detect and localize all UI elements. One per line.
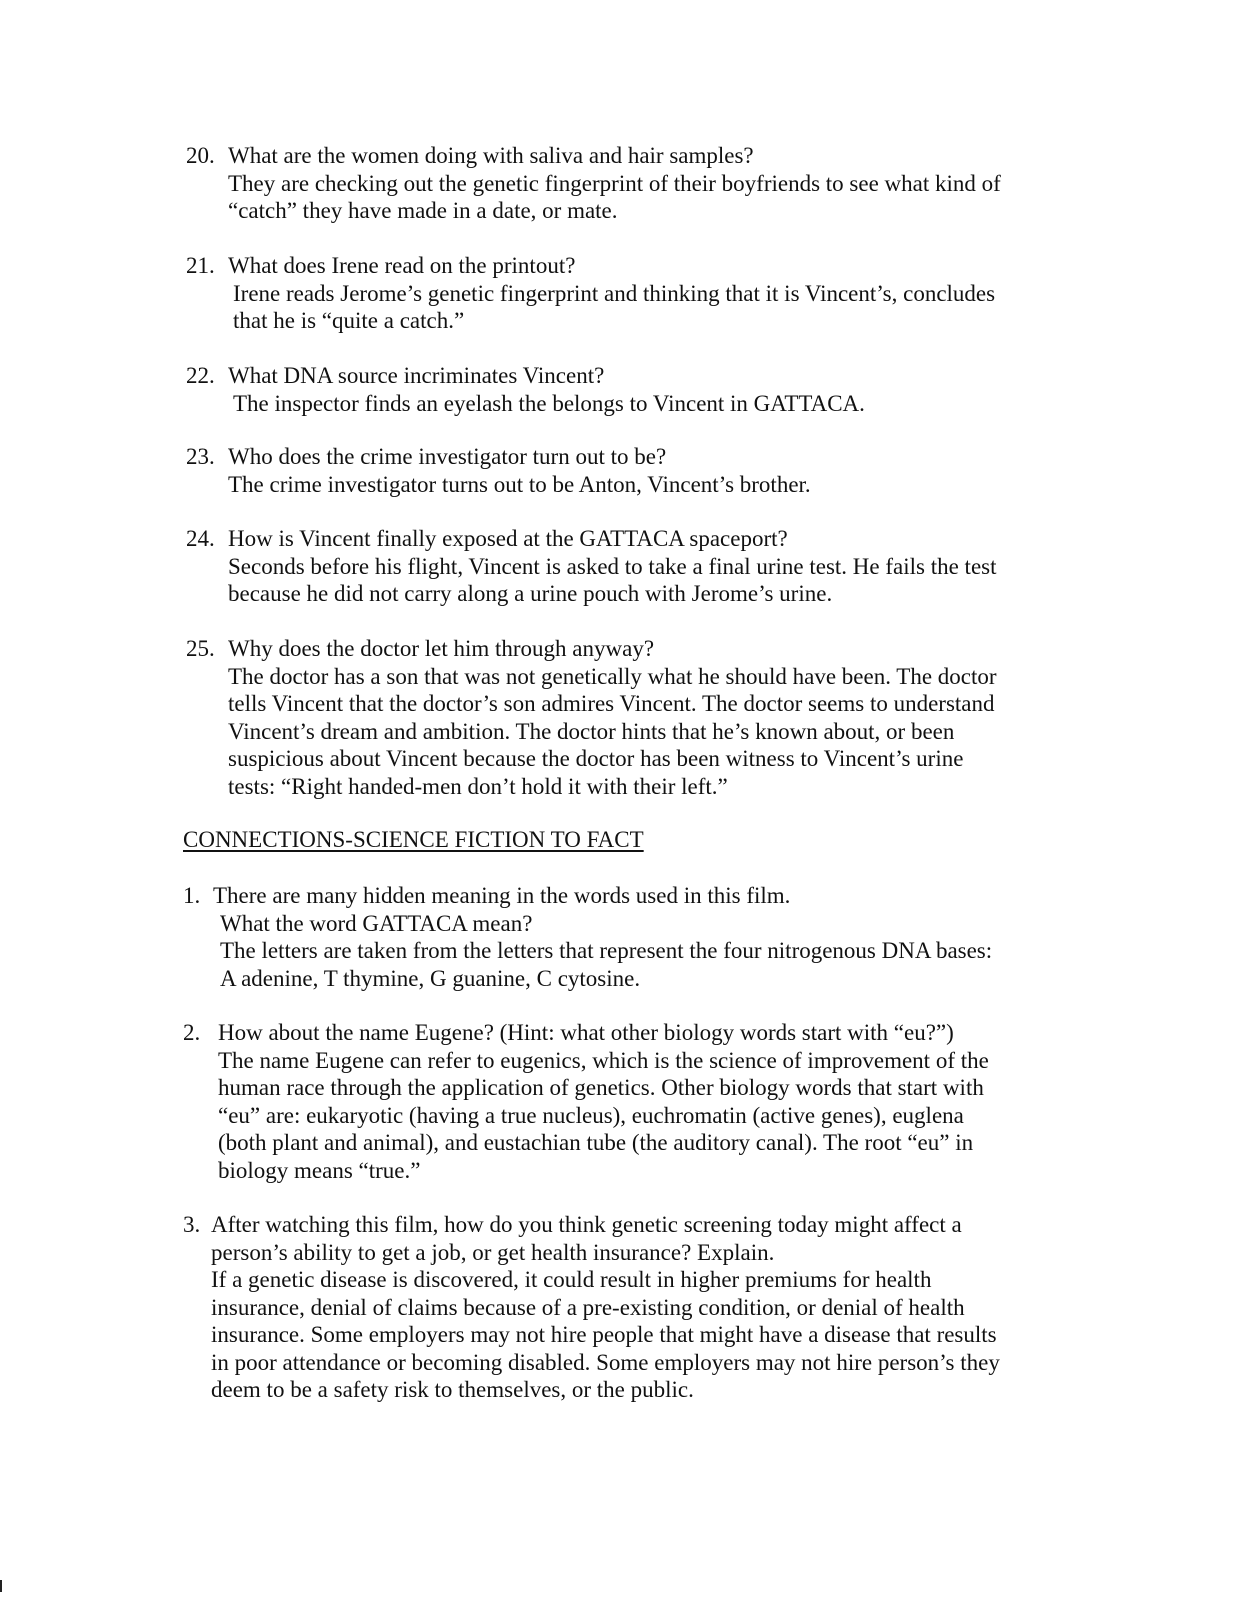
question-25: [186, 635, 1046, 800]
connection-3-prompt: [183, 1211, 1043, 1239]
question-number: 21.: [186, 253, 215, 278]
section-heading: CONNECTIONS-SCIENCE FICTION TO FACT: [183, 827, 644, 852]
question-number: 2.: [183, 1020, 201, 1045]
answer-text: Irene reads Jerome’s genetic fingerprint and thinking that it is Vincent’s, concludes that he is “quite a catch.”: [233, 280, 996, 333]
question-25-prompt: [186, 635, 1046, 663]
question-24: [186, 525, 1046, 608]
question-text: Why does the doctor let him through anyway?: [228, 636, 655, 661]
question-text: How about the name Eugene? (Hint: what other biology words start with “eu?”): [218, 1020, 954, 1045]
question-21: [186, 252, 1046, 335]
answer-text: The doctor has a son that was not genetically what he should have been. The doctor tells Vincent that the doctor’s son admires Vincent. The doctor seems to understand Vincent’s dream and ambition. The doctor hints that he’s known about, or been suspicious about Vincent because the doctor has been witness to Vincent’s urine tests: “Right handed-men don’t hold it with their left.”: [228, 663, 997, 799]
connection-2-prompt: [183, 1019, 1043, 1047]
scan-margin-mark: [0, 1580, 2, 1592]
question-24-prompt: [186, 525, 1046, 553]
question-number: 20.: [186, 143, 215, 168]
question-text: After watching this film, how do you think genetic screening today might affect a: [211, 1212, 962, 1237]
answer-text: The crime investigator turns out to be Anton, Vincent’s brother.: [228, 471, 811, 497]
question-23: [186, 443, 1046, 498]
question-text: Who does the crime investigator turn out to be?: [228, 444, 667, 469]
question-23-prompt: [186, 443, 1046, 471]
answer-text: The inspector finds an eyelash the belongs to Vincent in GATTACA.: [233, 390, 865, 416]
connection-2: [183, 1019, 1043, 1184]
question-number: 1.: [183, 883, 201, 908]
answer-text: The name Eugene can refer to eugenics, which is the science of improvement of the human race through the application of genetics. Other biology words that start with “eu” are: eukaryotic (having a true nucleus), euchromatin (active genes), euglena (both plant and animal), and eustachian tube (the auditory canal). The root “eu” in biology means “true.”: [218, 1047, 989, 1183]
question-20-prompt: [186, 142, 1046, 170]
question-22-prompt: [186, 362, 1046, 390]
question-22: [186, 362, 1046, 417]
question-number: 24.: [186, 526, 215, 551]
answer-text: They are checking out the genetic fingerprint of their boyfriends to see what kind of “catch” they have made in a date, or mate.: [228, 170, 1001, 223]
question-number: 23.: [186, 444, 215, 469]
question-text: What are the women doing with saliva and hair samples?: [228, 143, 754, 168]
connection-3: [183, 1211, 1043, 1404]
connection-1-prompt: [183, 882, 1043, 910]
question-number: 22.: [186, 363, 215, 388]
question-text: How is Vincent finally exposed at the GATTACA spaceport?: [228, 526, 788, 551]
question-21-prompt: [186, 252, 1046, 280]
question-text: What does Irene read on the printout?: [228, 253, 576, 278]
answer-text: Seconds before his flight, Vincent is asked to take a final urine test. He fails the test because he did not carry along a urine pouch with Jerome’s urine.: [228, 553, 997, 606]
answer-text: person’s ability to get a job, or get health insurance? Explain. If a genetic disease is discovered, it could result in higher premiums for health insurance, denial of claims because of a pre-existing condition, or denial of health insurance. Some employers may not hire people that might have a disease that results in poor attendance or becoming disabled. Some employers may not hire person’s they deem to be a safety risk to themselves, or the public.: [211, 1239, 1000, 1402]
question-text: There are many hidden meaning in the words used in this film.: [213, 883, 791, 908]
answer-text: What the word GATTACA mean? The letters are taken from the letters that represent the four nitrogenous DNA bases: A adenine, T thymine, G guanine, C cytosine.: [220, 910, 993, 991]
connection-1: [183, 882, 1043, 992]
question-text: What DNA source incriminates Vincent?: [228, 363, 605, 388]
question-number: 25.: [186, 636, 215, 661]
question-number: 3.: [183, 1212, 201, 1237]
question-20: [186, 142, 1046, 225]
